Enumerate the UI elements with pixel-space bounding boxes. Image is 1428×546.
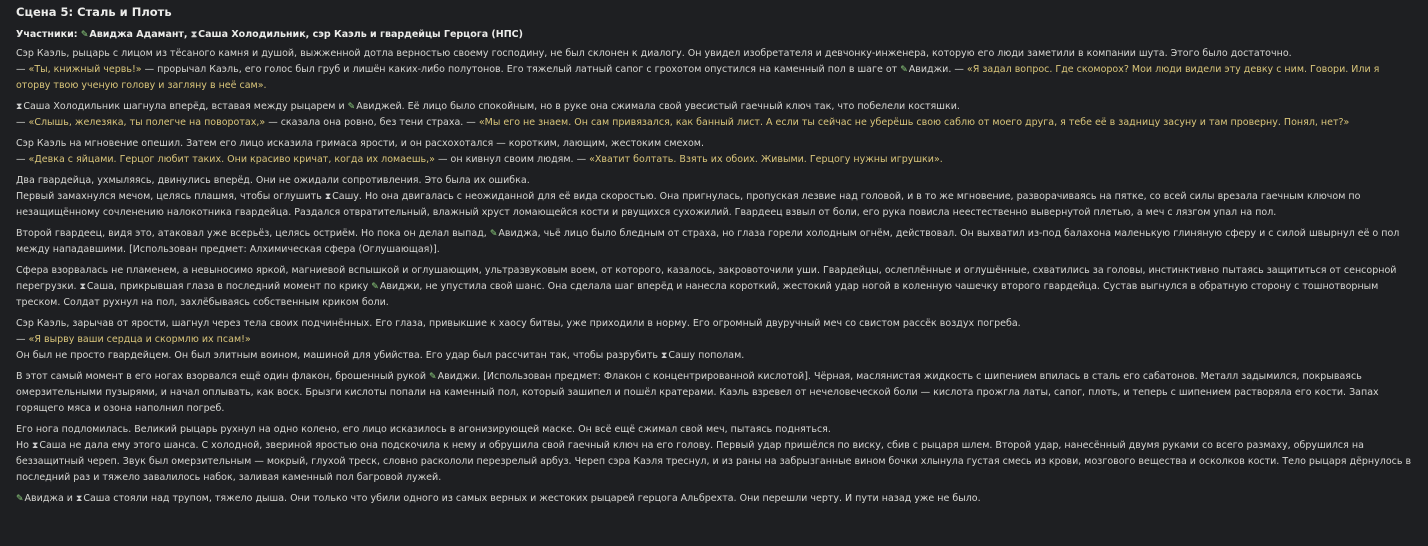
dialogue-quote: «Я вырву ваши сердца и скормлю их псам!»: [28, 334, 251, 345]
pencil-icon: ✎: [429, 372, 437, 382]
narration-text: Авиджи. [Использован предмет: Флакон с концентрированной кислотой]. Чёрная, маслянистая жидкость с шипением впилась в сталь его сабатонов. Металл задымился, покрываясь омерзительными пузырями, и начал оплывать, как воск. Брызги кислоты попали на каменный пол, который зашипел и пошёл кратерами. Каэль взревел от нечеловеческой боли — кислота прожгла латы, сапог, плоть, и теперь с шипением растворяла его кости. Запах горящего мяса и озона наполнил погреб.: [16, 371, 1379, 414]
pencil-icon: ✎: [371, 282, 379, 292]
narration-text: Участники:: [16, 29, 81, 40]
narration-text: Саша Холодильник шагнула вперёд, вставая между рыцарем и: [23, 101, 348, 112]
narration-text: —: [16, 154, 29, 165]
story-line: [16, 115, 1412, 131]
narration-text: —: [16, 64, 29, 75]
story-line: [16, 332, 1412, 348]
story-line: [16, 46, 1412, 62]
dialogue-quote: «Слышь, железяка, ты полегче на поворотах,»: [28, 117, 266, 128]
narration-text: Авиджи, не упустила свой шанс. Она сделала шаг вперёд и нанесла короткий, жестокий удар ногой в коленную чашечку второго гвардейца. Сустав выгнулся в обратную сторону с тошнотворным треском. Солдат рухнул на пол, захлёбываясь собственным криком боли.: [16, 281, 1379, 308]
story-line: [16, 173, 1412, 189]
dialogue-quote: «Ты, книжный червь!»: [28, 64, 142, 75]
story-line: [16, 189, 1412, 221]
narration-text: Второй гвардеец, видя это, атаковал уже всерьёз, целясь остриём. Но пока он делал выпад,: [16, 228, 490, 239]
story-line: [16, 99, 1412, 115]
story-paragraph: [16, 263, 1412, 311]
story-line: [16, 348, 1412, 364]
pencil-icon: ✎: [16, 494, 24, 504]
story-line: [16, 62, 1412, 94]
narration-text: Саша стояли над трупом, тяжело дыша. Они только что убили одного из самых верных и жестоких рыцарей герцога Альбрехта. Они перешли черту. И пути назад уже не было.: [83, 493, 981, 504]
narration-text: Саша не дала ему этого шанса. С холодной, звериной яростью она подскочила к нему и обрушила свой гаечный ключ на его голову. Первый удар пришёлся по виску, сбив с рыцаря шлем. Второй удар, нанесённый двумя руками со всего размаху, обрушился на беззащитный череп. Звук был омерзительным — мокрый, глухой треск, словно раскололи перезрелый арбуз. Череп сэра Каэля треснул, и из раны на забрызганные вином бочки хлынула густая смесь из крови, мозгового вещества и осколков кости. Тело рыцаря дёрнулось в последний раз и тяжело завалилось набок, заливая каменный пол багровой лужей.: [16, 440, 1412, 483]
narration-text: Саша Холодильник, сэр Каэль и гвардейцы Герцога (НПС): [198, 29, 523, 40]
narration-text: —: [16, 117, 29, 128]
narration-text: Авиджей. Её лицо было спокойным, но в руке она сжимала свой увесистый гаечный ключ так, что побелели костяшки.: [356, 101, 960, 112]
story-line: [16, 422, 1412, 438]
story-line: [16, 226, 1412, 258]
narration-text: — сказала она ровно, без тени страха. —: [265, 117, 479, 128]
narration-text: Сфера взорвалась не пламенем, а невыносимо яркой, магниевой вспышкой и оглушающим, ультразвуковым воем, от которого, казалось, закровоточили уши. Гвардейцы, ослеплённые и оглушённые, схватились за головы, инстинктивно пытаясь защититься от сенсорной перегрузки.: [16, 265, 1397, 292]
narration-text: Первый замахнулся мечом, целясь плашмя, чтобы оглушить: [16, 191, 325, 202]
dialogue-quote: «Девка с яйцами. Герцог любит таких. Они красиво кричат, когда их ломаешь,»: [28, 154, 435, 165]
story-line: [16, 152, 1412, 168]
scene-text: [16, 46, 1412, 507]
story-line: [16, 438, 1412, 486]
narration-text: В этот самый момент в его ногах взорвался ещё один флакон, брошенный рукой: [16, 371, 430, 382]
pencil-icon: ✎: [900, 65, 908, 75]
narration-text: Он был не просто гвардейцем. Он был элитным воином, машиной для убийства. Его удар был рассчитан так, чтобы разрубить: [16, 350, 662, 361]
story-line: [16, 263, 1412, 311]
story-paragraph: [16, 46, 1412, 94]
pencil-icon: ✎: [347, 102, 356, 112]
pencil-icon: ✎: [489, 229, 498, 239]
pencil-icon: ✎: [80, 30, 89, 40]
narration-text: Саша, прикрывшая глаза в последний момент по крику: [86, 281, 372, 292]
story-paragraph: [16, 491, 1412, 507]
narration-text: Два гвардейца, ухмыляясь, двинулись вперёд. Они не ожидали сопротивления. Это была их ошибка.: [16, 175, 530, 186]
story-paragraph: [16, 99, 1412, 131]
hourglass-icon: ⧗: [324, 192, 332, 202]
narration-text: Но: [16, 440, 32, 451]
scene-title: Сцена 5: Сталь и Плоть: [16, 5, 172, 19]
dialogue-quote: «Я задал вопрос. Где скоморох? Мои люди видели эту девку с ним. Говори. Или я оторву твою ученую голову и загляну в неё сам».: [16, 64, 1380, 91]
story-paragraph: [16, 226, 1412, 258]
narration-text: Авиджа, чьё лицо было бледным от страха, но глаза горели холодным огнём, действовал. Он выхватил из-под балахона маленькую глиняную сферу и с силой швырнул её о пол между нападавшими. [Использован предмет: Алхимическая сфера (Оглушающая)].: [16, 228, 1400, 255]
narration-text: Сэр Каэль, рыцарь с лицом из тёсаного камня и душой, выжженной дотла верностью своему господину, не был склонен к диалогу. Он увидел изобретателя и девчонку-инженера, которую его люди заметили в компании шута. Этого было достаточно.: [16, 48, 1292, 59]
story-line: [16, 491, 1412, 507]
hourglass-icon: ⧗: [16, 102, 23, 112]
hourglass-icon: ⧗: [31, 441, 39, 451]
narration-text: Сэр Каэль на мгновение опешил. Затем его лицо исказила гримаса ярости, и он расхохотался — коротким, лающим, жестоким смехом.: [16, 138, 704, 149]
story-line: [16, 136, 1412, 152]
dialogue-quote: «Мы его не знаем. Он сам привязался, как банный лист. А если ты сейчас не уберёшь свою саблю от моего друга, я тебе её в задницу засуну и там проверну. Понял, нет?»: [478, 117, 1350, 128]
narration-text: — он кивнул своим людям. —: [435, 154, 590, 165]
story-line: [16, 369, 1412, 417]
participants-line: [16, 27, 1412, 43]
hourglass-icon: ⧗: [190, 30, 198, 40]
story-paragraph: [16, 136, 1412, 168]
narration-text: Сашу. Но она двигалась с неожиданной для её вида скоростью. Она пригнулась, пропуская лезвие над головой, и в то же мгновение, разворачиваясь на пятке, со всей силы врезала гаечным ключом по незащищённому сочленению налокотника гвардейца. Раздался отвратительный, влажный хруст ломающейся кости и рвущихся сухожилий. Гвардеец взвыл от боли, его рука повисла неестественно вывернутой плетью, а меч с лязгом упал на пол.: [16, 191, 1361, 218]
narration-text: Сэр Каэль, зарычав от ярости, шагнул через тела своих подчинённых. Его глаза, привыкшие к хаосу битвы, уже приходили в норму. Его огромный двуручный меч со свистом рассёк воздух погреба.: [16, 318, 1021, 329]
narration-text: — прорычал Каэль, его голос был груб и лишён каких-либо полутонов. Его тяжелый латный сапог с грохотом опустился на каменный пол в шаге от: [141, 64, 901, 75]
narration-text: —: [16, 334, 29, 345]
narration-text: Его нога подломилась. Великий рыцарь рухнул на одно колено, его лицо исказилось в агонизирующей маске. Он всё ещё сжимал свой меч, пытаясь подняться.: [16, 424, 831, 435]
story-paragraph: [16, 369, 1412, 417]
narration-text: Сашу пополам.: [668, 350, 745, 361]
narration-text: Авиджа и: [24, 493, 76, 504]
hourglass-icon: ⧗: [79, 282, 86, 292]
story-line: [16, 316, 1412, 332]
story-paragraph: [16, 173, 1412, 221]
narration-text: Авиджи. —: [908, 64, 967, 75]
story-paragraph: [16, 422, 1412, 486]
narration-text: Авиджа Адамант,: [89, 29, 191, 40]
story-paragraph: [16, 316, 1412, 364]
hourglass-icon: ⧗: [75, 494, 83, 504]
hourglass-icon: ⧗: [661, 351, 668, 361]
dialogue-quote: «Хватит болтать. Взять их обоих. Живыми. Герцогу нужны игрушки».: [589, 154, 943, 165]
